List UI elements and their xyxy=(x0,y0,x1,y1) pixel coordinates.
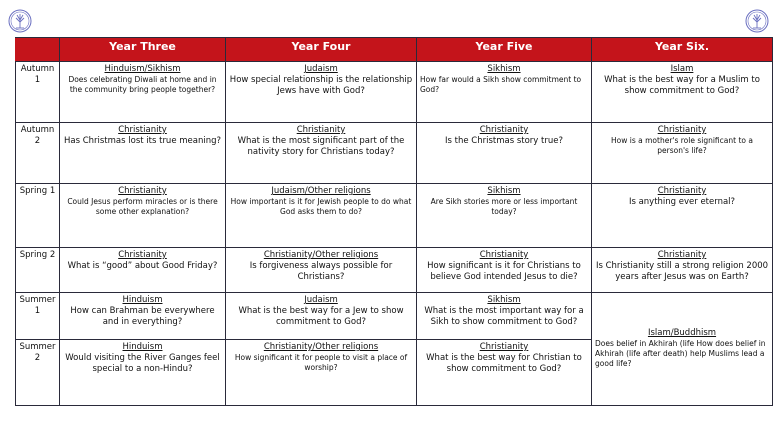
subject: Judaism xyxy=(304,295,338,305)
subject: Sikhism xyxy=(487,64,521,74)
question: Is Christianity still a strong religion 2000 years after Jesus was on Earth? xyxy=(595,261,769,282)
subject: Christianity xyxy=(657,125,707,135)
table-cell xyxy=(417,340,592,406)
table-row xyxy=(16,248,773,293)
term-label: Spring 1 xyxy=(16,184,60,248)
question: Are Sikh stories more or less important today? xyxy=(430,197,578,216)
table-cell xyxy=(226,184,417,248)
table-row xyxy=(16,184,773,248)
table-cell xyxy=(417,293,592,340)
table-cell xyxy=(60,248,226,293)
question: How significant it for people to visit a place of worship? xyxy=(234,353,408,372)
table-header-row xyxy=(16,38,773,62)
term-label: Summer 2 xyxy=(16,340,60,406)
table-cell xyxy=(417,184,592,248)
term-label: Spring 2 xyxy=(16,248,60,293)
table-cell xyxy=(60,123,226,184)
subject: Islam/Buddhism xyxy=(647,327,717,338)
subject: Christianity/Other religions xyxy=(263,250,379,260)
subject: Christianity xyxy=(118,125,167,135)
question: What is the best way for Christian to show commitment to God? xyxy=(426,353,582,374)
subject: Christianity xyxy=(657,186,707,196)
subject: Christianity xyxy=(296,125,346,135)
table-cell xyxy=(592,123,773,184)
table-cell xyxy=(60,340,226,406)
subject: Judaism/Other religions xyxy=(271,186,371,196)
subject: Hinduism/Sikhism xyxy=(104,64,181,74)
question: Does belief in Akhirah (life How does belief in Akhirah (life after death) help Muslims lead a good life? xyxy=(595,338,766,368)
table-cell xyxy=(417,248,592,293)
subject: Judaism xyxy=(304,64,338,74)
question: How can Brahman be everywhere and in everything? xyxy=(70,306,215,327)
table-row xyxy=(16,123,773,184)
subject: Christianity xyxy=(657,250,707,260)
table-cell xyxy=(592,248,773,293)
question: What is “good” about Good Friday? xyxy=(67,261,218,271)
subject: Christianity xyxy=(118,186,167,196)
question: How significant is it for Christians to believe God intended Jesus to die? xyxy=(427,261,581,282)
subject: Christianity/Other religions xyxy=(263,342,379,352)
question: What is the most significant part of the nativity story for Christians today? xyxy=(237,136,405,157)
subject: Hinduism xyxy=(122,295,163,305)
table-cell xyxy=(60,293,226,340)
subject: Christianity xyxy=(118,250,167,260)
subject: Christianity xyxy=(479,250,529,260)
table-cell xyxy=(226,293,417,340)
table-cell xyxy=(417,62,592,123)
question: Would visiting the River Ganges feel special to a non-Hindu? xyxy=(65,353,220,374)
question: How important is it for Jewish people to do what God asks them to do? xyxy=(230,197,412,216)
header-year-five: Year Five xyxy=(417,38,592,62)
subject: Sikhism xyxy=(487,186,521,196)
header-year-four: Year Four xyxy=(226,38,417,62)
subject: Sikhism xyxy=(487,295,521,305)
table-cell xyxy=(417,123,592,184)
subject: Christianity xyxy=(479,125,529,135)
table-cell xyxy=(226,248,417,293)
question: Is the Christmas story true? xyxy=(445,136,563,146)
question: Could Jesus perform miracles or is there some other explanation? xyxy=(67,197,218,216)
table-cell xyxy=(226,340,417,406)
tree-logo-icon xyxy=(8,9,32,33)
subject: Islam xyxy=(670,64,694,74)
question: Has Christmas lost its true meaning? xyxy=(63,136,222,146)
header-year-six: Year Six. xyxy=(592,38,773,62)
subject: Christianity xyxy=(479,342,529,352)
question: What is the best way for a Muslim to show commitment to God? xyxy=(604,75,760,96)
header-term xyxy=(16,38,60,62)
question: How is a mother's role significant to a person's life? xyxy=(611,136,753,155)
table-cell-merged xyxy=(592,293,773,406)
table-cell xyxy=(226,123,417,184)
term-label: Autumn 1 xyxy=(16,62,60,123)
header-year-three: Year Three xyxy=(60,38,226,62)
table-cell xyxy=(592,184,773,248)
question: What is the most important way for a Sikh to show commitment to God? xyxy=(424,306,584,327)
question: How far would a Sikh show commitment to God? xyxy=(420,75,582,94)
term-label: Autumn 2 xyxy=(16,123,60,184)
question: Is anything ever eternal? xyxy=(628,197,736,207)
question: Does celebrating Diwali at home and in the community bring people together? xyxy=(68,75,217,94)
curriculum-table xyxy=(15,37,773,406)
table-row xyxy=(16,293,773,340)
table-row xyxy=(16,62,773,123)
table-cell xyxy=(60,62,226,123)
table-cell xyxy=(226,62,417,123)
question: What is the best way for a Jew to show commitment to God? xyxy=(238,306,404,327)
question: How special relationship is the relationship Jews have with God? xyxy=(229,75,413,96)
term-label: Summer 1 xyxy=(16,293,60,340)
question: Is forgiveness always possible for Christians? xyxy=(249,261,393,282)
subject: Hinduism xyxy=(122,342,163,352)
table-cell xyxy=(60,184,226,248)
tree-logo-icon xyxy=(745,9,769,33)
table-cell xyxy=(592,62,773,123)
